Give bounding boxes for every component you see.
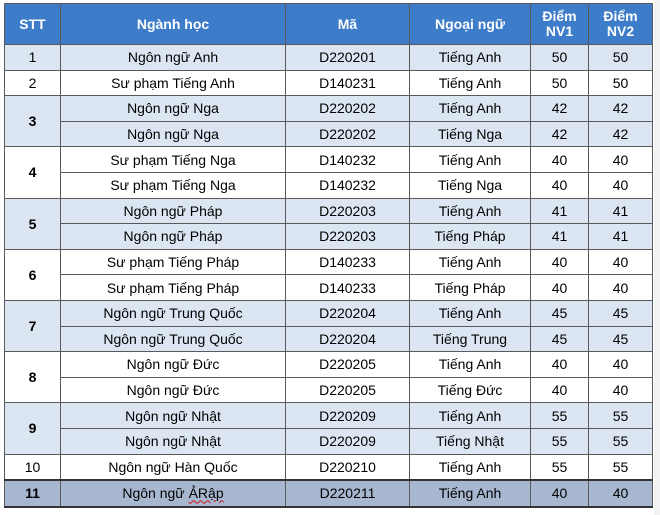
cell-nv2: 40	[589, 172, 653, 198]
table-row	[5, 300, 653, 326]
cell-nv2: 45	[589, 300, 653, 326]
cell-nv1: 55	[531, 403, 589, 429]
cell-ngoai-ngu: Tiếng Anh	[410, 454, 531, 480]
cell-ma: D220204	[286, 300, 410, 326]
cell-ma: D140232	[286, 147, 410, 173]
cell-ma: D220201	[286, 45, 410, 71]
cell-ma: D140232	[286, 172, 410, 198]
cell-nv2: 40	[589, 275, 653, 301]
cell-nganh: Ngôn ngữ Pháp	[61, 224, 286, 250]
table-row	[5, 275, 653, 301]
cell-nv2: 40	[589, 147, 653, 173]
cell-nv2: 40	[589, 377, 653, 403]
misspelled-word: ẢRập	[188, 485, 224, 502]
header-diem-nv1	[531, 4, 589, 45]
cell-nganh: Ngôn ngữ Nhật	[61, 428, 286, 454]
cell-nv1: 45	[531, 300, 589, 326]
cell-ngoai-ngu: Tiếng Anh	[410, 300, 531, 326]
cell-nv2: 41	[589, 224, 653, 250]
cell-stt: 11	[5, 480, 61, 507]
cell-nv1: 40	[531, 480, 589, 507]
cell-nv2: 55	[589, 454, 653, 480]
header-nv2-line2: NV2	[606, 23, 635, 39]
cell-nv2: 40	[589, 352, 653, 378]
table-body	[5, 45, 653, 507]
cell-ngoai-ngu: Tiếng Pháp	[410, 224, 531, 250]
cell-nganh: Ngôn ngữ Nhật	[61, 403, 286, 429]
cell-ngoai-ngu: Tiếng Anh	[410, 70, 531, 96]
cell-nganh: Sư phạm Tiếng Anh	[61, 70, 286, 96]
cell-nganh: Ngôn ngữ Trung Quốc	[61, 300, 286, 326]
cell-stt: 6	[5, 249, 61, 300]
cell-nv2: 50	[589, 45, 653, 71]
cell-ma: D220205	[286, 352, 410, 378]
cell-ngoai-ngu: Tiếng Anh	[410, 352, 531, 378]
header-nv2-line1: Điểm	[603, 8, 638, 24]
admission-table-container	[4, 3, 653, 508]
cell-nv1: 50	[531, 45, 589, 71]
table-row	[5, 454, 653, 480]
cell-nganh	[61, 480, 286, 507]
cell-nganh: Ngôn ngữ Đức	[61, 377, 286, 403]
admission-score-table	[4, 3, 653, 508]
cell-ma: D220211	[286, 480, 410, 507]
cell-stt: 3	[5, 96, 61, 147]
cell-ngoai-ngu: Tiếng Nga	[410, 172, 531, 198]
cell-nganh: Sư phạm Tiếng Pháp	[61, 275, 286, 301]
table-row	[5, 70, 653, 96]
table-row	[5, 198, 653, 224]
cell-nv1: 42	[531, 121, 589, 147]
header-nv1-line2: NV1	[545, 23, 574, 39]
cell-stt: 2	[5, 70, 61, 96]
cell-ngoai-ngu: Tiếng Anh	[410, 198, 531, 224]
table-row	[5, 121, 653, 147]
cell-nganh: Ngôn ngữ Pháp	[61, 198, 286, 224]
header-ngoai-ngu: Ngoại ngữ	[410, 4, 531, 45]
cell-ngoai-ngu: Tiếng Nhật	[410, 428, 531, 454]
cell-ngoai-ngu: Tiếng Anh	[410, 480, 531, 507]
header-diem-nv2	[589, 4, 653, 45]
header-ma: Mã	[286, 4, 410, 45]
cell-ma: D220203	[286, 224, 410, 250]
table-header	[5, 4, 653, 45]
cell-ngoai-ngu: Tiếng Anh	[410, 147, 531, 173]
cell-nv1: 40	[531, 172, 589, 198]
cell-ma: D220209	[286, 403, 410, 429]
header-nv1-line1: Điểm	[542, 8, 577, 24]
cell-ma: D140231	[286, 70, 410, 96]
cell-nv2: 42	[589, 96, 653, 122]
cell-ngoai-ngu: Tiếng Anh	[410, 45, 531, 71]
cell-ngoai-ngu: Tiếng Đức	[410, 377, 531, 403]
cell-ma: D220209	[286, 428, 410, 454]
table-row	[5, 403, 653, 429]
cell-ma: D220205	[286, 377, 410, 403]
cell-nganh: Sư phạm Tiếng Nga	[61, 172, 286, 198]
cell-ma: D220202	[286, 96, 410, 122]
cell-nv2: 42	[589, 121, 653, 147]
cell-nv1: 40	[531, 352, 589, 378]
cell-ngoai-ngu: Tiếng Anh	[410, 96, 531, 122]
cell-nv1: 55	[531, 428, 589, 454]
cell-nv2: 50	[589, 70, 653, 96]
cell-nganh: Ngôn ngữ Đức	[61, 352, 286, 378]
cell-ma: D220210	[286, 454, 410, 480]
cell-ngoai-ngu: Tiếng Anh	[410, 249, 531, 275]
cell-nv1: 45	[531, 326, 589, 352]
cell-nganh: Ngôn ngữ Anh	[61, 45, 286, 71]
cell-stt: 8	[5, 352, 61, 403]
nganh-prefix: Ngôn ngữ	[122, 485, 189, 502]
right-edge-strip	[654, 0, 660, 515]
cell-ngoai-ngu: Tiếng Pháp	[410, 275, 531, 301]
table-row	[5, 96, 653, 122]
cell-nv1: 55	[531, 454, 589, 480]
table-row	[5, 172, 653, 198]
cell-nv1: 41	[531, 198, 589, 224]
cell-ma: D220204	[286, 326, 410, 352]
cell-nv2: 55	[589, 403, 653, 429]
table-row	[5, 428, 653, 454]
cell-ma: D220203	[286, 198, 410, 224]
cell-nv2: 40	[589, 480, 653, 507]
cell-nganh: Sư phạm Tiếng Nga	[61, 147, 286, 173]
cell-nganh: Ngôn ngữ Nga	[61, 96, 286, 122]
cell-nv1: 40	[531, 275, 589, 301]
cell-nv2: 45	[589, 326, 653, 352]
cell-ngoai-ngu: Tiếng Nga	[410, 121, 531, 147]
cell-nv1: 41	[531, 224, 589, 250]
cell-stt: 9	[5, 403, 61, 454]
table-row-11	[5, 480, 653, 507]
cell-stt: 4	[5, 147, 61, 198]
cell-nv1: 40	[531, 377, 589, 403]
cell-nganh: Sư phạm Tiếng Pháp	[61, 249, 286, 275]
cell-nv2: 40	[589, 249, 653, 275]
cell-ma: D140233	[286, 275, 410, 301]
table-row	[5, 352, 653, 378]
cell-nv2: 55	[589, 428, 653, 454]
cell-nv1: 40	[531, 249, 589, 275]
table-row	[5, 326, 653, 352]
cell-nv2: 41	[589, 198, 653, 224]
table-row	[5, 249, 653, 275]
cell-stt: 10	[5, 454, 61, 480]
cell-nganh: Ngôn ngữ Hàn Quốc	[61, 454, 286, 480]
cell-nv1: 50	[531, 70, 589, 96]
table-row	[5, 377, 653, 403]
table-row	[5, 224, 653, 250]
table-row	[5, 45, 653, 71]
cell-nv1: 42	[531, 96, 589, 122]
header-nganh-hoc: Ngành học	[61, 4, 286, 45]
cell-nganh: Ngôn ngữ Nga	[61, 121, 286, 147]
header-row	[5, 4, 653, 45]
cell-stt: 5	[5, 198, 61, 249]
cell-stt: 7	[5, 300, 61, 351]
cell-stt: 1	[5, 45, 61, 71]
cell-ngoai-ngu: Tiếng Anh	[410, 403, 531, 429]
header-stt: STT	[5, 4, 61, 45]
cell-nganh: Ngôn ngữ Trung Quốc	[61, 326, 286, 352]
cell-ma: D140233	[286, 249, 410, 275]
cell-ngoai-ngu: Tiếng Trung	[410, 326, 531, 352]
cell-nv1: 40	[531, 147, 589, 173]
table-row	[5, 147, 653, 173]
cell-ma: D220202	[286, 121, 410, 147]
